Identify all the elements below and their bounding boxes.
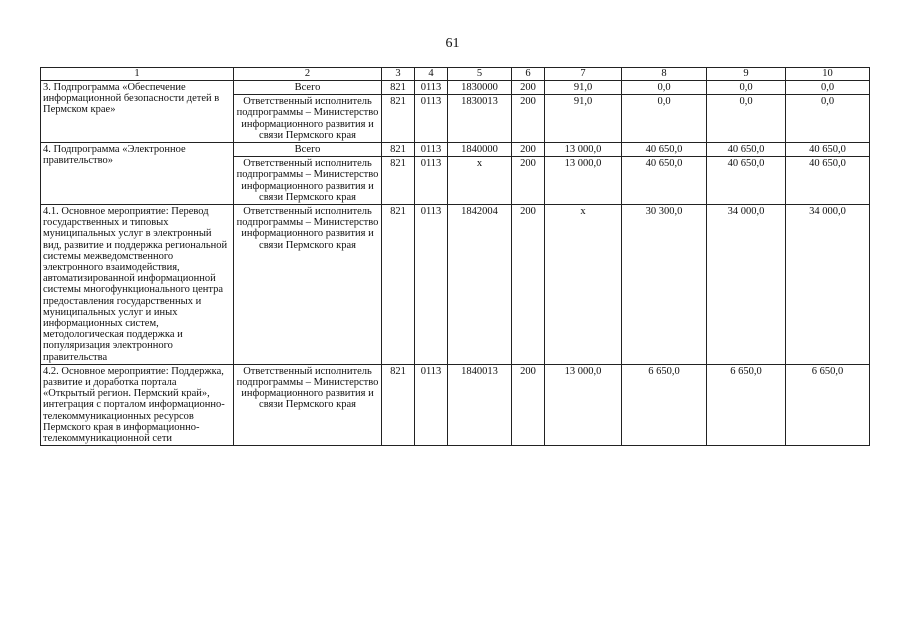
column-header: 10 xyxy=(786,68,870,81)
header-row xyxy=(41,68,870,81)
column-header: 9 xyxy=(707,68,786,81)
section-code-cell: 0113 xyxy=(415,364,448,445)
amount-cell: 91,0 xyxy=(545,95,622,143)
amount-cell: 34 000,0 xyxy=(707,205,786,365)
amount-cell: 13 000,0 xyxy=(545,157,622,205)
expense-code-cell: 200 xyxy=(512,81,545,95)
amount-cell: 13 000,0 xyxy=(545,364,622,445)
column-header: 8 xyxy=(622,68,707,81)
section-code-cell: 0113 xyxy=(415,157,448,205)
responsible-cell: Всего xyxy=(234,143,382,157)
page-number: 61 xyxy=(445,36,460,51)
target-code-cell: 1840013 xyxy=(448,364,512,445)
column-header: 5 xyxy=(448,68,512,81)
amount-cell: 0,0 xyxy=(707,81,786,95)
target-code-cell: 1842004 xyxy=(448,205,512,365)
amount-cell: 0,0 xyxy=(707,95,786,143)
amount-cell: 40 650,0 xyxy=(622,143,707,157)
column-header: 7 xyxy=(545,68,622,81)
activity-name-cell: 4.2. Основное мероприятие: Поддержка, развитие и доработка портала «Открытый регион. Пермский край», интеграция с порталом информационно-телекоммуникационных ресурсов Пермского края в информационно-телекоммуникационной сети xyxy=(41,364,234,445)
responsible-cell: Всего xyxy=(234,81,382,95)
amount-cell: 6 650,0 xyxy=(707,364,786,445)
target-code-cell: х xyxy=(448,157,512,205)
responsible-cell: Ответственный исполнитель подпрограммы – Министерство информационного развития и связи Пермского края xyxy=(234,205,382,365)
responsible-cell: Ответственный исполнитель подпрограммы – Министерство информационного развития и связи Пермского края xyxy=(234,157,382,205)
column-header: 2 xyxy=(234,68,382,81)
amount-cell: 40 650,0 xyxy=(786,157,870,205)
target-code-cell: 1830000 xyxy=(448,81,512,95)
expense-code-cell: 200 xyxy=(512,364,545,445)
amount-cell: 13 000,0 xyxy=(545,143,622,157)
budget-table xyxy=(40,67,870,446)
expense-code-cell: 200 xyxy=(512,157,545,205)
amount-cell: 40 650,0 xyxy=(707,143,786,157)
amount-cell: 91,0 xyxy=(545,81,622,95)
amount-cell: 40 650,0 xyxy=(622,157,707,205)
amount-cell: 0,0 xyxy=(622,81,707,95)
table-row xyxy=(41,205,870,365)
column-header: 4 xyxy=(415,68,448,81)
expense-code-cell: 200 xyxy=(512,205,545,365)
amount-cell: 6 650,0 xyxy=(786,364,870,445)
gras-code-cell: 821 xyxy=(382,81,415,95)
responsible-cell: Ответственный исполнитель подпрограммы – Министерство информационного развития и связи Пермского края xyxy=(234,95,382,143)
gras-code-cell: 821 xyxy=(382,95,415,143)
gras-code-cell: 821 xyxy=(382,364,415,445)
amount-cell: 40 650,0 xyxy=(707,157,786,205)
activity-name-cell: 4.1. Основное мероприятие: Перевод государственных и типовых муниципальных услуг в электронный вид, развитие и поддержка региональной системы межведомственного электронного взаимодействия, автоматизированной информационной системы многофункционального центра предоставления государственных и муниципальных услуг и иных информационных систем, методологическая поддержка и популяризация электронного правительства xyxy=(41,205,234,365)
amount-cell: х xyxy=(545,205,622,365)
gras-code-cell: 821 xyxy=(382,205,415,365)
program-name-cell: 4. Подпрограмма «Электронное правительство» xyxy=(41,143,234,205)
section-code-cell: 0113 xyxy=(415,95,448,143)
expense-code-cell: 200 xyxy=(512,95,545,143)
section-code-cell: 0113 xyxy=(415,81,448,95)
responsible-cell: Ответственный исполнитель подпрограммы – Министерство информационного развития и связи Пермского края xyxy=(234,364,382,445)
amount-cell: 40 650,0 xyxy=(786,143,870,157)
amount-cell: 30 300,0 xyxy=(622,205,707,365)
column-header: 1 xyxy=(41,68,234,81)
amount-cell: 34 000,0 xyxy=(786,205,870,365)
table-row xyxy=(41,364,870,445)
section-code-cell: 0113 xyxy=(415,205,448,365)
expense-code-cell: 200 xyxy=(512,143,545,157)
amount-cell: 0,0 xyxy=(786,95,870,143)
gras-code-cell: 821 xyxy=(382,143,415,157)
amount-cell: 0,0 xyxy=(786,81,870,95)
section-code-cell: 0113 xyxy=(415,143,448,157)
target-code-cell: 1840000 xyxy=(448,143,512,157)
gras-code-cell: 821 xyxy=(382,157,415,205)
column-header: 6 xyxy=(512,68,545,81)
amount-cell: 6 650,0 xyxy=(622,364,707,445)
column-header: 3 xyxy=(382,68,415,81)
target-code-cell: 1830013 xyxy=(448,95,512,143)
table-row xyxy=(41,143,870,157)
program-name-cell: 3. Подпрограмма «Обеспечение информационной безопасности детей в Пермском крае» xyxy=(41,81,234,143)
table-row xyxy=(41,81,870,95)
amount-cell: 0,0 xyxy=(622,95,707,143)
